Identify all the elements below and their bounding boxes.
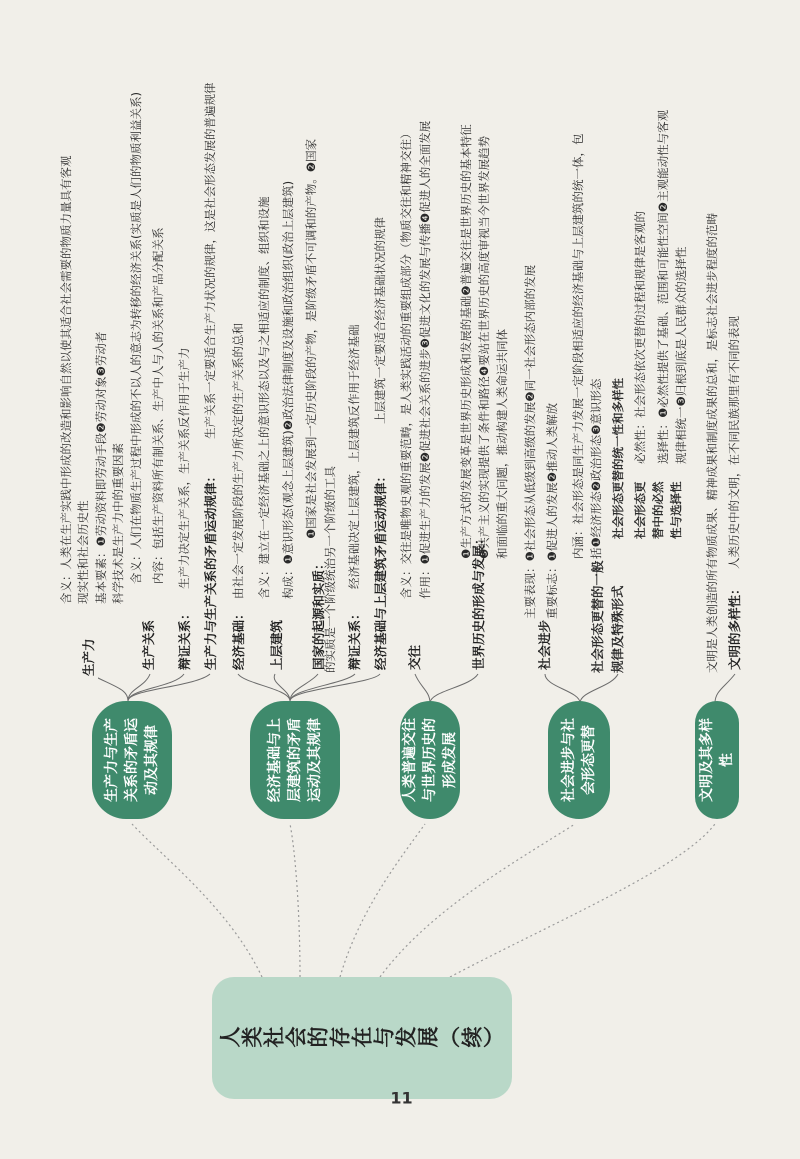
text-line: 基本要素：❶劳动资料即劳动手段❷劳动对象❸劳动者 <box>94 331 108 604</box>
text-line: 经济基础决定上层建筑，上层建筑反作用于经济基础 <box>347 324 361 589</box>
node-world-history-formation: 世界历史的形成与发展： <box>470 529 488 673</box>
text-line: 的实质是一个阶级统治另一个阶级的工具 <box>323 466 337 673</box>
text-line: 由社会一定发展阶段的生产力所决定的生产关系的总和 <box>231 323 245 599</box>
text-line: 主要表现：❶社会形态从低级到高级的发展❷同一社会形态内部的发展 <box>523 264 537 619</box>
node-production-relation: 生产关系 <box>140 617 158 673</box>
text-line: 构成：❶意识形态(观念上层建筑)❷政治法律制度及设施和政治组织(政治上层建筑) <box>281 180 295 599</box>
text-line: 社会形态更替的统一性和多样性 <box>611 378 625 539</box>
branch-civilization: 文明及其多样性 <box>695 701 739 819</box>
node-dialectical-2: 辩证关系： <box>346 604 364 673</box>
text-line: 和面临的重大问题，推动构建人类命运共同体 <box>495 329 509 559</box>
node-superstructure: 上层建筑 <box>268 617 286 673</box>
node-dialectical-1: 辩证关系： <box>176 604 194 673</box>
branch-economic-base: 经济基础与上层建筑的矛盾运动及其规律 <box>250 701 340 819</box>
text-line: 含义：人们在物质生产过程中形成的不以人的意志为转移的经济关系(实质是人们的物质利益关系) <box>129 92 143 584</box>
text-line: 现实性和社会历史性 <box>76 500 90 604</box>
text-line: 科学技术是生产力中的重要因素 <box>111 443 125 604</box>
text-line: ❶生产方式的发展变革是世界历史形成和发展的基础❷普遍交往是世界历史的基本特征 <box>459 124 473 559</box>
node-contradiction-law: 生产力与生产关系的矛盾运动规律： <box>202 467 220 673</box>
node-productive-force: 生产力 <box>80 635 98 679</box>
text-line: 内涵：社会形态是同生产力发展一定阶段相适应的经济基础与上层建筑的统一体，包 <box>571 133 585 559</box>
node-base-superstructure-law: 经济基础与上层建筑矛盾运动规律： <box>372 467 390 673</box>
text-line: 含义：交往是唯物史观的重要范畴，是人类实践活动的重要组成部分（物质交往和精神交往） <box>399 127 413 599</box>
text-line: 内容：包括生产资料所有制关系、生产中人与人的关系和产品分配关系 <box>151 227 165 584</box>
branch-productive-forces: 生产力与生产关系的矛盾运动及其规律 <box>92 701 172 819</box>
text-line: 必然性：社会形态依次更替的过程和规律是客观的 <box>633 211 647 464</box>
node-economic-base: 经济基础： <box>230 604 248 673</box>
text-line: 替中的必然 <box>651 481 665 539</box>
text-line: 文明是人类创造的所有物质成果、精神成果和制度成果的总和，是标志社会进步程度的范畴 <box>705 213 719 673</box>
branch-world-history: 人类普遍交往与世界历史的形成发展 <box>400 701 460 819</box>
node-state-origin: 国家的起源和实质： <box>310 554 328 673</box>
text-line: 重要标志：❶促进人的发展❷推动人类解放 <box>545 402 559 619</box>
text-line: 含义：建立在一定经济基础之上的意识形态以及与之相适应的制度、组织和设施 <box>257 196 271 599</box>
text-line: 人类历史中的文明，在不同民族那里有不同的表现 <box>727 316 741 569</box>
node-civilization-diversity: 文明的多样性： <box>726 579 744 673</box>
node-social-progress: 社会进步 <box>536 617 554 673</box>
branch-social-progress: 社会进步与社会形态更替 <box>548 701 610 819</box>
text-line: 含义：人类在生产实践中形成的改造和影响自然以使其适合社会需要的物质力量具有客观 <box>59 155 73 604</box>
text-line: 作用：❶促进生产力的发展❷促进社会关系的进步❸促进文化的发展与传播❹促进人的全面发展 <box>418 120 432 599</box>
text-line: 选择性：❶必然性提供了基础、范围和可能性空间❷主观能动性与客观 <box>656 109 670 464</box>
node-form-replacement: 社会形态更替的一般规律及特殊形式 <box>590 560 625 673</box>
text-line: 生产关系一定要适合生产力状况的规律，这是社会形态发展的普遍规律 <box>203 82 217 439</box>
page-number: 11 <box>390 1088 413 1108</box>
text-line: ❸共产主义的实现提供了条件和路径❹要站在世界历史的高度审视当今世界发展趋势 <box>477 135 491 559</box>
text-line: 上层建筑一定要适合经济基础状况的规律 <box>373 217 387 424</box>
text-line: ❶国家是社会发展到一定历史阶段的产物，是阶级矛盾不可调和的产物。❷国家 <box>304 138 318 539</box>
root-topic: 人类社会的存在与发展（续） <box>212 977 512 1099</box>
text-line: 社会形态更 <box>633 481 647 539</box>
text-line: 规律相统一❸归根到底是人民群众的选择性 <box>674 246 688 464</box>
text-line: 括❶经济形态❷政治形态❸意识形态 <box>589 378 603 559</box>
text-line: 性与选择性 <box>669 481 683 539</box>
text-line: 生产力决定生产关系，生产关系反作用于生产力 <box>177 347 191 589</box>
node-intercourse: 交往 <box>406 642 424 673</box>
